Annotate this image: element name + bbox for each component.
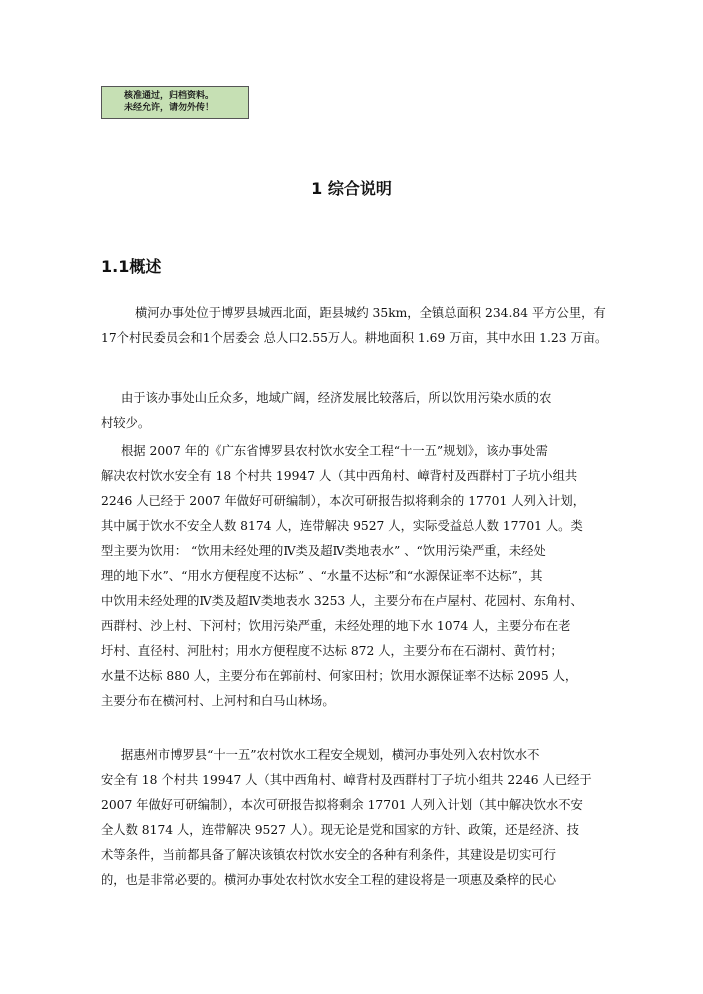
paragraph-line: 的，也是非常必要的。横河办事处农村饮水安全工程的建设将是一项惠及桑梓的民心 — [101, 873, 556, 887]
paragraph-line: 水量不达标 880 人，主要分布在郭前村、何家田村；饮用水源保证率不达标 2095 人， — [101, 669, 578, 683]
paragraph-line: 中饮用未经处理的Ⅳ类及超Ⅳ类地表水 3253 人，主要分布在卢屋村、花园村、东角村、 — [101, 594, 583, 608]
paragraph-plan — [101, 439, 646, 714]
paragraph-line: 术等条件，当前都具备了解决该镇农村饮水安全的各种有利条件，其建设是切实可行 — [101, 848, 556, 862]
stamp-line-1: 核准通过，归档资料。 — [124, 91, 215, 101]
paragraph-line: 根据 2007 年的《广东省博罗县农村饮水安全工程“十一五”规划》，该办事处需 — [121, 444, 548, 458]
chapter-title: 1 综合说明 — [311, 179, 392, 198]
paragraph-line: 2246 人已经于 2007 年做好可研编制），本次可研报告拟将剩余的 17701 人列入计划， — [101, 494, 586, 508]
paragraph-background — [101, 386, 646, 436]
paragraph-line: 横河办事处位于博罗县城西北面，距县城约 35km，全镇总面积 234.84 平方公里，有 — [135, 306, 606, 320]
paragraph-line: 全人数 8174 人，连带解决 9527 人）。现无论是党和国家的方针、政策，还是经济、技 — [101, 823, 579, 837]
paragraph-line: 由于该办事处山丘众多，地域广阔，经济发展比较落后，所以饮用污染水质的农 — [121, 391, 552, 405]
paragraph-line: 安全有 18 个村共 19947 人（其中西角村、嶂背村及西群村丁子坑小组共 2246 人已经于 — [101, 773, 592, 787]
stamp-line-2: 未经允许，请勿外传！ — [124, 103, 215, 113]
paragraph-line: 其中属于饮水不安全人数 8174 人，连带解决 9527 人，实际受益总人数 17701 人。类 — [101, 519, 583, 533]
paragraph-line: 村较少。 — [101, 416, 151, 430]
paragraph-justification — [101, 743, 646, 893]
approval-stamp — [101, 86, 249, 119]
paragraph-line: 理的地下水”、“用水方便程度不达标” 、“水量不达标”和“水源保证率不达标”，其 — [101, 569, 543, 583]
paragraph-line: 主要分布在横河村、上河村和白马山林场。 — [101, 694, 335, 708]
paragraph-line: 2007 年做好可研编制），本次可研报告拟将剩余 17701 人列入计划（其中解决饮水不安 — [101, 798, 583, 812]
paragraph-location — [101, 301, 646, 351]
paragraph-line: 17个村民委员会和1个居委会 总人口2.55万人。耕地面积 1.69 万亩，其中水田 1.23 万亩。 — [101, 331, 608, 345]
section-title: 1.1概述 — [101, 257, 162, 276]
paragraph-line: 解决农村饮水安全有 18 个村共 19947 人（其中西角村、嶂背村及西群村丁子坑小组共 — [101, 469, 578, 483]
paragraph-line: 据惠州市博罗县“十一五”农村饮水工程安全规划，横河办事处列入农村饮水不 — [121, 748, 540, 762]
paragraph-line: 圩村、直径村、河肚村；用水方便程度不达标 872 人，主要分布在石湖村、黄竹村； — [101, 644, 563, 658]
paragraph-line: 西群村、沙上村、下河村；饮用污染严重，未经处理的地下水 1074 人，主要分布在老 — [101, 619, 571, 633]
paragraph-line: 型主要为饮用： “饮用未经处理的Ⅳ类及超Ⅳ类地表水” 、“饮用污染严重，未经处 — [101, 544, 546, 558]
